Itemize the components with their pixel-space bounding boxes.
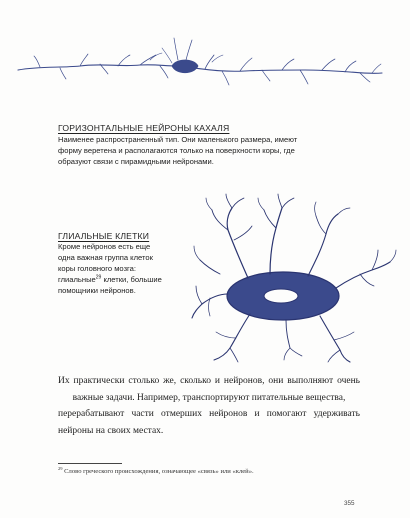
text-line: форму веретена и располагаются только на поверхности коры, где (58, 146, 295, 155)
text-line: Кроме нейронов есть еще (58, 242, 151, 251)
section-text-glial (58, 241, 162, 296)
text-line (58, 274, 162, 285)
body-paragraph (58, 373, 360, 439)
footnote-text: Слово греческого происхождения, означающее «связь» или «клей». (62, 468, 254, 476)
glial-cell-drawing (190, 190, 400, 365)
footnote-ref[interactable]: 29 (95, 274, 102, 281)
section-title-horizontal: ГОРИЗОНТАЛЬНЫЕ НЕЙРОНЫ КАХАЛЯ (58, 123, 230, 133)
text-line: образуют связи с пирамидными нейронами. (58, 157, 214, 166)
horizontal-neuron-drawing (0, 0, 410, 120)
footnote-marker: 29 (58, 466, 63, 471)
footnote (58, 466, 254, 475)
section-title-glial: ГЛИАЛЬНЫЕ КЛЕТКИ (58, 231, 150, 241)
text-line: помощники нейронов. (58, 286, 136, 295)
text-fragment: клетки, большие (101, 275, 162, 284)
section-text-horizontal (58, 134, 297, 167)
text-line: одна важная группа клеток (58, 253, 153, 262)
body-line: важные задачи. Например, транспортируют питательные вещества, (72, 392, 346, 403)
page-number: 355 (344, 500, 355, 507)
body-line: Их практически столько же, сколько и нейронов, они выполняют очень (58, 376, 360, 386)
footnote-divider (58, 463, 122, 464)
text-fragment: глиальные (58, 275, 96, 284)
body-line: нейроны на своих местах. (58, 425, 164, 436)
text-line: коры головного мозга: (58, 264, 136, 273)
body-line: перерабатывают части отмерших нейронов и помогают удерживать (58, 409, 360, 419)
text-line: Наименее распространенный тип. Они маленького размера, имеют (58, 135, 298, 144)
